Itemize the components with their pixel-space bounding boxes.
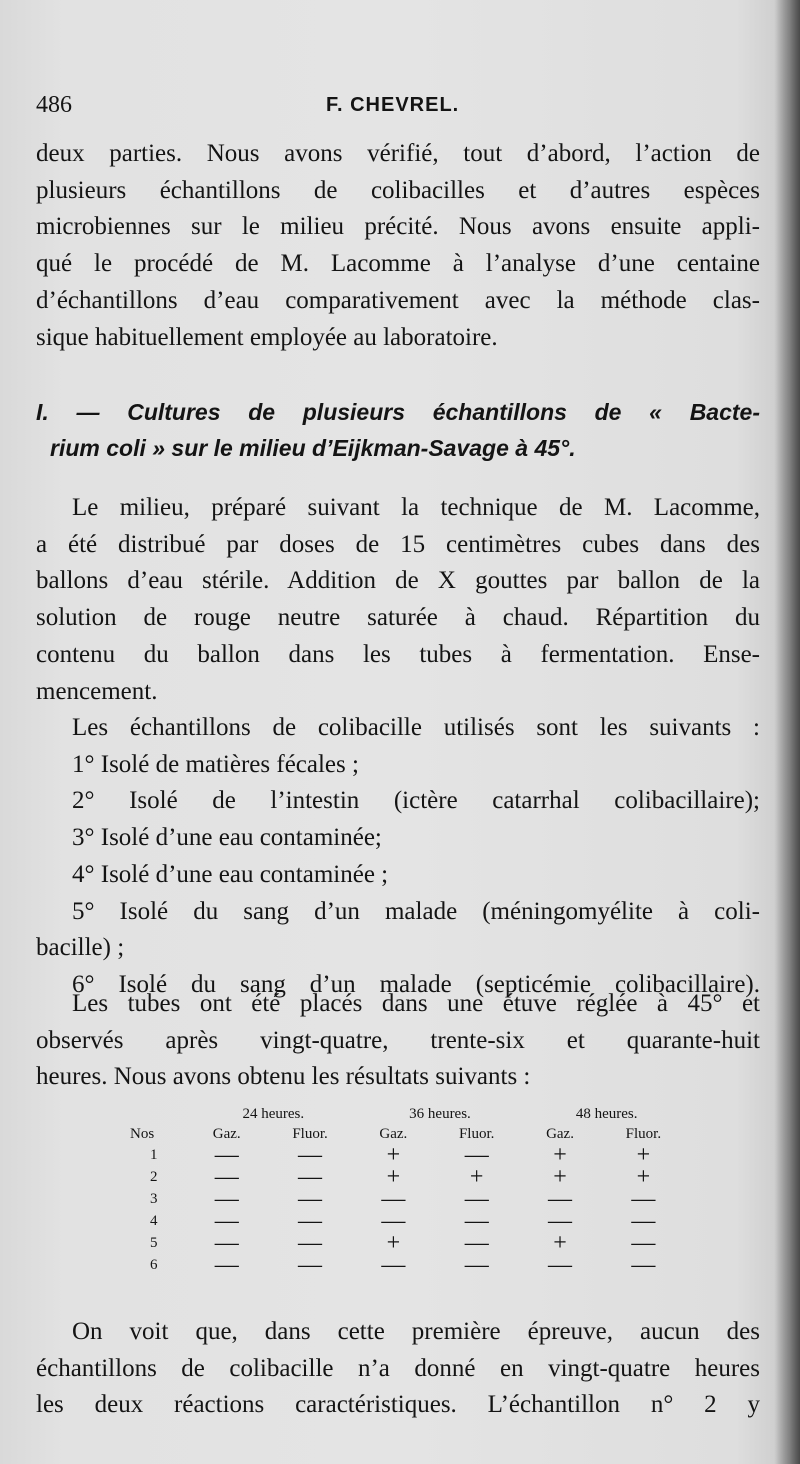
- text-line: qué le procédé de M. Lacomme à l’analyse d’une centaine: [36, 250, 760, 278]
- text-line: observés après vingt-quatre, trente-six et quarante-huit: [36, 1026, 760, 1054]
- text-line: microbiennes sur le milieu précité. Nous avons ensuite appli-: [36, 213, 760, 241]
- text-line: Les tubes ont été placés dans une étuve réglée à 45° et: [72, 990, 760, 1017]
- row-number: 5: [150, 1234, 158, 1251]
- result-cell: —: [214, 1230, 239, 1256]
- result-cell: —: [214, 1164, 239, 1190]
- result-cell: +: [553, 1164, 567, 1190]
- intro-paragraph: [36, 136, 760, 356]
- text-line: mencement.: [36, 677, 158, 705]
- text-line: Le milieu, préparé suivant la technique de M. Lacomme,: [72, 494, 760, 521]
- table-row: [130, 1210, 690, 1232]
- result-cell: —: [214, 1208, 239, 1234]
- running-head: F. CHEVREL.: [326, 94, 460, 116]
- sample-item: 6° Isolé du sang d’un malade (septicémie colibacillaire).: [72, 970, 760, 998]
- sample-item: 1° Isolé de matières fécales ;: [72, 750, 359, 778]
- result-cell: —: [298, 1252, 323, 1278]
- method-paragraph: [36, 490, 760, 710]
- table-row: [130, 1166, 690, 1188]
- result-cell: —: [298, 1164, 323, 1190]
- heading-line: I. — Cultures de plusieurs échantillons de « Bacte-: [36, 399, 760, 425]
- result-cell: +: [553, 1230, 567, 1256]
- text-line: les deux réactions caractéristiques. L’échantillon n° 2 y: [36, 1391, 760, 1419]
- result-cell: —: [464, 1208, 489, 1234]
- result-cell: +: [386, 1164, 401, 1190]
- number-header: Nos: [130, 1125, 155, 1142]
- heading-line: rium coli » sur le milieu d’Eijkman-Savage à 45°.: [50, 435, 576, 461]
- result-cell: —: [631, 1208, 656, 1234]
- result-cell: —: [381, 1208, 406, 1234]
- table-time-header-row: [130, 1104, 690, 1124]
- page-gutter-shadow: [774, 0, 800, 1464]
- result-cell: +: [469, 1164, 484, 1190]
- result-cell: —: [631, 1186, 656, 1212]
- results-table: [130, 1104, 690, 1276]
- table-row: [130, 1144, 690, 1166]
- page-header: [36, 92, 756, 128]
- result-cell: —: [464, 1186, 489, 1212]
- sample-item: 4° Isolé d’une eau contaminée ;: [72, 860, 389, 888]
- conclusion-paragraph: [36, 1314, 760, 1424]
- result-cell: —: [548, 1208, 573, 1234]
- result-cell: +: [636, 1142, 651, 1168]
- result-cell: —: [548, 1186, 573, 1212]
- text-line: heures. Nous avons obtenu les résultats suivants :: [36, 1063, 531, 1091]
- row-number: 3: [150, 1190, 158, 1207]
- result-cell: —: [381, 1252, 406, 1278]
- section-heading: [36, 394, 760, 466]
- result-cell: —: [214, 1252, 239, 1278]
- table-row: [130, 1254, 690, 1276]
- page-number: 486: [36, 92, 72, 118]
- sample-item: 3° Isolé d’une eau contaminée;: [72, 824, 382, 852]
- time-header: 24 heures.: [242, 1105, 305, 1122]
- text-line: a été distribué par doses de 15 centimètres cubes dans des: [36, 530, 760, 558]
- column-header: Fluor.: [458, 1125, 495, 1142]
- row-number: 2: [150, 1168, 158, 1185]
- sample-item: 2° Isolé de l’intestin (ictère catarrhal colibacillaire);: [72, 787, 760, 815]
- column-header: Fluor.: [625, 1125, 662, 1142]
- result-cell: —: [298, 1186, 323, 1212]
- result-cell: +: [386, 1142, 401, 1168]
- result-cell: —: [631, 1252, 656, 1278]
- result-cell: —: [464, 1230, 489, 1256]
- text-line: Les échantillons de colibacille utilisés sont les suivants :: [72, 714, 760, 741]
- result-cell: —: [298, 1208, 323, 1234]
- row-number: 4: [150, 1212, 158, 1229]
- result-cell: +: [553, 1142, 567, 1168]
- column-header: Gaz.: [546, 1125, 574, 1142]
- text-line: ballons d’eau stérile. Addition de X gouttes par ballon de la: [36, 567, 760, 595]
- text-line: solution de rouge neutre saturée à chaud. Répartition du: [36, 604, 760, 632]
- table-sub-header-row: [130, 1124, 690, 1144]
- result-cell: —: [214, 1186, 239, 1212]
- text-line: échantillons de colibacille n’a donné en vingt-quatre heures: [36, 1354, 760, 1382]
- result-cell: +: [636, 1164, 651, 1190]
- row-number: 6: [150, 1256, 158, 1273]
- samples-list: [36, 710, 760, 1004]
- result-cell: —: [464, 1142, 489, 1168]
- result-cell: —: [381, 1186, 406, 1212]
- result-cell: —: [214, 1142, 239, 1168]
- result-cell: —: [298, 1142, 323, 1168]
- time-header: 36 heures.: [409, 1105, 471, 1122]
- table-row: [130, 1232, 690, 1254]
- text-line: d’échantillons d’eau comparativement avec la méthode clas-: [36, 286, 760, 314]
- text-line: deux parties. Nous avons vérifié, tout d’abord, l’action de: [36, 140, 760, 167]
- column-header: Gaz.: [379, 1125, 408, 1142]
- column-header: Gaz.: [212, 1125, 241, 1142]
- text-line: On voit que, dans cette première épreuve, aucun des: [72, 1318, 760, 1345]
- text-line: plusieurs échantillons de colibacilles et d’autres espèces: [36, 176, 760, 204]
- result-cell: —: [298, 1230, 323, 1256]
- result-cell: +: [386, 1230, 401, 1256]
- result-cell: —: [548, 1252, 573, 1278]
- sample-item: 5° Isolé du sang d’un malade (méningomyélite à coli-: [72, 897, 760, 925]
- row-number: 1: [150, 1146, 158, 1163]
- observation-paragraph: [36, 986, 760, 1096]
- result-cell: —: [631, 1230, 656, 1256]
- time-header: 48 heures.: [575, 1105, 638, 1122]
- text-line: contenu du ballon dans les tubes à fermentation. Ense-: [36, 640, 760, 668]
- text-line: sique habituellement employée au laboratoire.: [36, 323, 498, 351]
- result-cell: —: [464, 1252, 489, 1278]
- sample-item-continuation: bacille) ;: [36, 934, 125, 962]
- column-header: Fluor.: [292, 1125, 328, 1142]
- table-row: [130, 1188, 690, 1210]
